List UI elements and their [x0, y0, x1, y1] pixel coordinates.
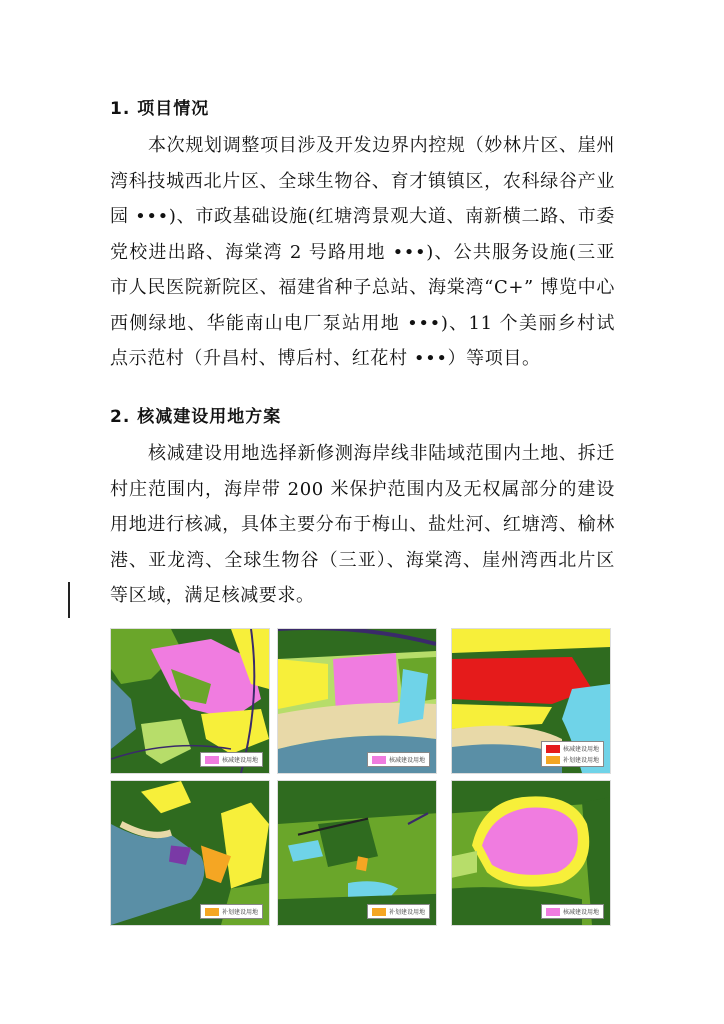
legend-label: 核减建设用地	[388, 757, 425, 764]
legend-row	[372, 755, 425, 764]
legend-row	[546, 907, 599, 916]
legend-label: 核减建设用地	[562, 909, 599, 916]
map-legend	[541, 904, 604, 919]
legend-row	[546, 755, 599, 764]
legend-label: 补划建设用地	[388, 909, 425, 916]
map-legend	[367, 752, 430, 767]
land-use-map-6	[451, 780, 611, 926]
map-legend	[541, 741, 604, 767]
land-use-map-3	[451, 628, 611, 774]
text-cursor-bar	[68, 582, 70, 618]
legend-label: 补划建设用地	[562, 757, 599, 764]
land-use-map-2	[277, 628, 437, 774]
legend-label: 核减建设用地	[221, 757, 258, 764]
project-paragraph: 本次规划调整项目涉及开发边界内控规（妙林片区、崖州湾科技城西北片区、全球生物谷、育才镇镇区，农科绿谷产业园 •••)、市政基础设施(红塘湾景观大道、南新横二路、市委党校进出路、海棠湾 2 号路用地 •••)、公共服务设施(三亚市人民医院新院区、福建省种子总站、海棠湾“C+” 博览中心西侧绿地、华能南山电厂泵站用地 •••)、11 个美丽乡村试点示范村（升昌村、博后村、红花村 •••）等项目。	[110, 135, 615, 369]
legend-swatch	[546, 745, 560, 753]
legend-row	[205, 907, 258, 916]
section-heading-project: 1. 项目情况	[110, 99, 210, 119]
section-heading-reduction-plan: 2. 核减建设用地方案	[110, 407, 282, 427]
legend-swatch	[372, 908, 386, 916]
map-figure-grid	[110, 628, 615, 914]
land-use-map-4	[110, 780, 270, 926]
legend-label: 核减建设用地	[562, 746, 599, 753]
reduction-plan-paragraph: 核减建设用地选择新修测海岸线非陆域范围内土地、拆迁村庄范围内，海岸带 200 米保护范围内及无权属部分的建设用地进行核减，具体主要分布于梅山、盐灶河、红塘湾、榆林港、亚龙湾、全球生物谷（三亚）、海棠湾、崖州湾西北片区等区域，满足核减要求。	[110, 443, 615, 606]
legend-swatch	[546, 756, 560, 764]
legend-row	[205, 755, 258, 764]
legend-row	[546, 744, 599, 753]
legend-swatch	[546, 908, 560, 916]
land-use-map-1	[110, 628, 270, 774]
map-legend	[367, 904, 430, 919]
map-legend	[200, 904, 263, 919]
map-legend	[200, 752, 263, 767]
legend-swatch	[372, 756, 386, 764]
legend-swatch	[205, 756, 219, 764]
legend-row	[372, 907, 425, 916]
legend-swatch	[205, 908, 219, 916]
legend-label: 补划建设用地	[221, 909, 258, 916]
land-use-map-5	[277, 780, 437, 926]
